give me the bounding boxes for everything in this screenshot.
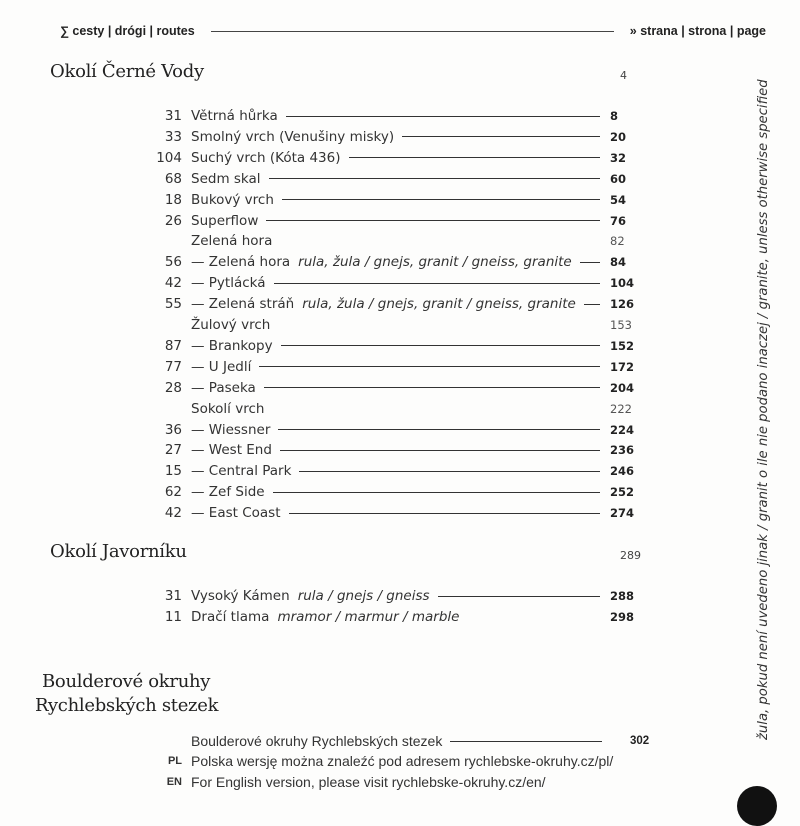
entry-name: Sedm skal <box>191 170 261 187</box>
entry-page: 204 <box>610 380 635 395</box>
route-count: 62 <box>164 484 182 501</box>
entry-name: — West End <box>191 442 272 459</box>
entry-name: — Zelená hora <box>191 254 291 271</box>
section-page: 289 <box>620 549 641 562</box>
route-count: 56 <box>164 254 182 271</box>
toc-row[interactable] <box>140 336 650 356</box>
toc-row[interactable] <box>140 148 650 168</box>
toc-row[interactable] <box>140 503 650 523</box>
page-tab-marker <box>737 786 777 826</box>
toc-row[interactable] <box>140 733 660 749</box>
entry-name: — Zef Side <box>191 484 265 501</box>
toc-row[interactable] <box>140 378 650 398</box>
note-row-en <box>140 774 660 790</box>
leader-line <box>584 304 600 305</box>
route-count: 55 <box>164 296 182 313</box>
note-text: Polska wersję można znaleźć pod adresem rychlebske-okruhy.cz/pl/ <box>191 753 614 769</box>
toc-row[interactable] <box>140 169 650 189</box>
entry-page: 302 <box>630 735 650 747</box>
entry-page: 126 <box>610 297 635 312</box>
route-count: 104 <box>156 149 182 166</box>
rock-type: rula, žula / gnejs, granit / gneiss, granite <box>298 254 572 271</box>
route-count: 26 <box>164 212 182 229</box>
entry-name: Žulový vrch <box>191 317 271 333</box>
entry-page: 54 <box>610 192 627 207</box>
entry-page: 32 <box>610 150 627 165</box>
rock-type: rula, žula / gnejs, granit / gneiss, granite <box>302 296 576 313</box>
note-text: For English version, please visit rychlebske-okruhy.cz/en/ <box>191 774 546 790</box>
toc-row[interactable] <box>140 482 650 502</box>
route-count: 36 <box>164 421 182 438</box>
entry-name: Dračí tlama <box>191 609 270 625</box>
toc-row[interactable] <box>140 273 650 293</box>
section-title: Okolí Javorníku <box>50 541 187 562</box>
section-title <box>35 670 219 718</box>
entry-page: 274 <box>610 506 635 521</box>
header-divider <box>211 31 614 32</box>
entry-name: Zelená hora <box>191 233 273 250</box>
entry-name: — Pytlácká <box>191 275 266 292</box>
leader-line <box>402 136 600 137</box>
leader-line <box>299 471 600 472</box>
toc-row[interactable] <box>140 357 650 377</box>
leader-line <box>273 492 600 493</box>
note-row-pl <box>140 753 660 769</box>
entry-name: — Central Park <box>191 463 292 480</box>
entry-page: 224 <box>610 422 635 437</box>
leader-line <box>264 387 600 388</box>
entry-name: Boulderové okruhy Rychlebských stezek <box>191 733 443 749</box>
entry-name: — Brankopy <box>191 337 273 354</box>
entry-name: — Paseka <box>191 379 256 396</box>
toc-row[interactable] <box>140 440 650 460</box>
toc-row[interactable] <box>140 106 650 126</box>
leader-line <box>349 157 601 158</box>
language-tag: PL <box>167 755 182 767</box>
entry-name: Suchý vrch (Kóta 436) <box>191 149 341 166</box>
header-page-label: » strana | strona | page <box>629 24 766 38</box>
leader-line <box>259 366 600 367</box>
entry-name: — Zelená stráň <box>191 296 295 313</box>
toc-group-row[interactable] <box>140 231 650 251</box>
column-header <box>60 24 766 38</box>
rock-type-note: žula, pokud není uvedeno jinak / granit o ile nie podano inaczej / granite, unless otherwise specified <box>756 79 771 740</box>
entry-name: — East Coast <box>191 505 281 522</box>
toc-row[interactable] <box>140 252 650 272</box>
leader-line <box>278 429 600 430</box>
toc-row[interactable] <box>140 607 650 627</box>
leader-line <box>438 596 600 597</box>
toc-row[interactable] <box>140 461 650 481</box>
entry-page: 104 <box>610 276 635 291</box>
entry-page: 76 <box>610 213 627 228</box>
route-count: 18 <box>164 191 182 208</box>
route-count: 33 <box>164 128 182 145</box>
route-count: 31 <box>164 588 182 604</box>
toc-row[interactable] <box>140 294 650 314</box>
toc-row[interactable] <box>140 586 650 606</box>
leader-line <box>450 741 602 742</box>
leader-line <box>266 220 600 221</box>
toc-row[interactable] <box>140 211 650 231</box>
entry-name: Smolný vrch (Venušiny misky) <box>191 128 395 145</box>
leader-line <box>289 513 601 514</box>
section-title-line: Rychlebských stezek <box>35 695 219 716</box>
route-count: 11 <box>164 609 182 625</box>
entry-name: Větrná hůrka <box>191 108 278 124</box>
leader-line <box>282 199 600 200</box>
leader-line <box>269 178 600 179</box>
entry-name: Bukový vrch <box>191 191 274 208</box>
entry-page: 288 <box>610 589 635 603</box>
entry-name: — Wiessner <box>191 421 271 438</box>
entry-page: 60 <box>610 171 627 186</box>
entry-page: 236 <box>610 443 635 458</box>
section-page: 4 <box>620 69 627 82</box>
toc-row[interactable] <box>140 190 650 210</box>
section-title: Okolí Černé Vody <box>50 61 204 82</box>
entry-page: 20 <box>610 129 627 144</box>
leader-line <box>281 345 600 346</box>
leader-line <box>580 262 600 263</box>
route-count: 15 <box>164 463 182 480</box>
section-title-line: Boulderové okruhy <box>42 671 211 692</box>
toc-group-row[interactable] <box>140 315 650 335</box>
route-count: 31 <box>164 108 182 124</box>
rock-type: rula / gnejs / gneiss <box>297 588 430 604</box>
toc-row[interactable] <box>140 420 650 440</box>
entry-name: Sokolí vrch <box>191 400 265 417</box>
entry-page: 222 <box>610 401 632 416</box>
entry-page: 8 <box>610 109 619 123</box>
leader-line <box>286 116 600 117</box>
entry-page: 152 <box>610 338 635 353</box>
leader-line <box>274 283 600 284</box>
route-count: 87 <box>164 337 182 354</box>
entry-name: — U Jedlí <box>191 358 252 375</box>
entry-page: 172 <box>610 359 635 374</box>
toc-group-row[interactable] <box>140 399 650 419</box>
toc-row[interactable] <box>140 127 650 147</box>
entry-page: 84 <box>610 255 627 270</box>
entry-name: Vysoký Kámen <box>191 588 290 604</box>
leader-line <box>280 450 600 451</box>
entry-page: 153 <box>610 318 632 332</box>
route-count: 68 <box>164 170 182 187</box>
route-count: 28 <box>164 379 182 396</box>
language-tag: EN <box>166 776 182 788</box>
header-routes-label: ∑ cesty | drógi | routes <box>60 24 195 38</box>
entry-page: 246 <box>610 464 635 479</box>
route-count: 77 <box>164 358 182 375</box>
entry-page: 82 <box>610 234 625 249</box>
route-count: 42 <box>164 505 182 522</box>
entry-name: Superflow <box>191 212 259 229</box>
route-count: 27 <box>164 442 182 459</box>
entry-page: 252 <box>610 485 635 500</box>
entry-page: 298 <box>610 610 635 624</box>
route-count: 42 <box>164 275 182 292</box>
rock-type: mramor / marmur / marble <box>277 609 460 625</box>
